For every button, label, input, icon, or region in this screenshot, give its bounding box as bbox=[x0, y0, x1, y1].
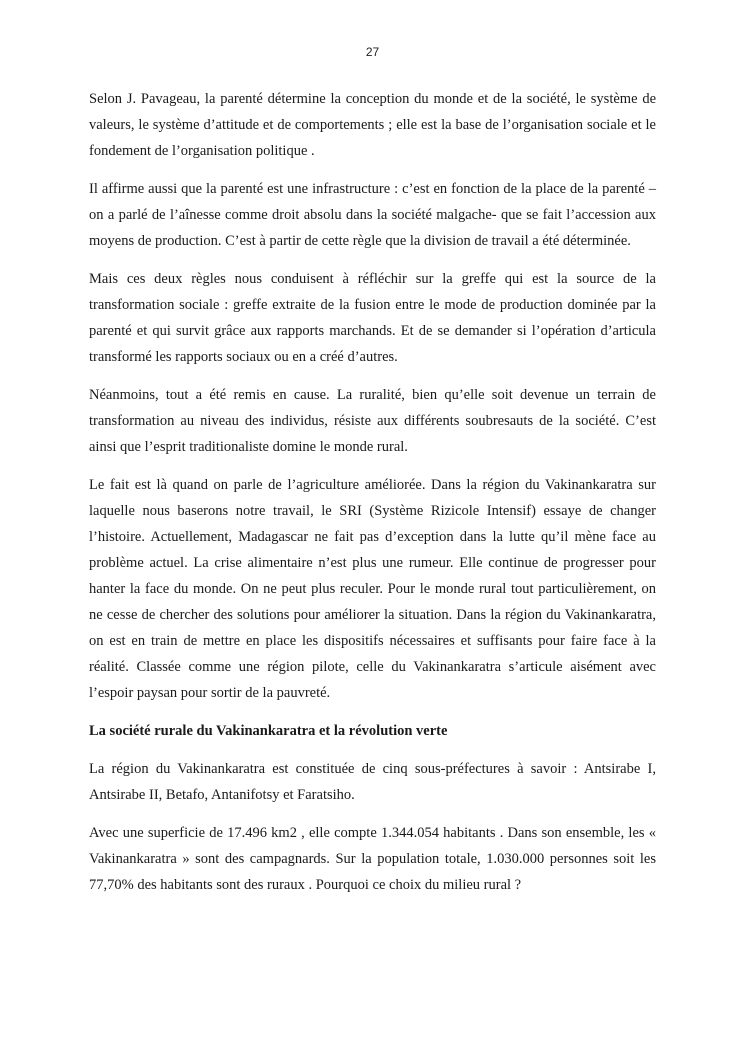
paragraph-kinship-infrastructure: Il affirme aussi que la parenté est une infrastructure : c’est en fonction de la place de la parenté – on a parlé de l’aînesse comme droit absolu dans la société malgache- que se fait l’accession aux moyens de production. C’est à partir de cette règle que la division de travail a été déterminée. bbox=[89, 181, 656, 249]
paragraph-region-subprefectures: La région du Vakinankaratra est constituée de cinq sous-préfectures à savoir : Antsirabe I, Antsirabe II, Betafo, Antanifotsy et Faratsiho. bbox=[89, 761, 656, 803]
page-body bbox=[89, 86, 656, 910]
page-number: 27 bbox=[365, 45, 380, 59]
section-heading: La société rurale du Vakinankaratra et la révolution verte bbox=[89, 723, 448, 739]
paragraph-social-transformation: Mais ces deux règles nous conduisent à réfléchir sur la greffe qui est la source de la transformation sociale : greffe extraite de la fusion entre le mode de production dominée par la parenté et qui survit grâce aux rapports marchands. Et de se demander si l’opération d’articula transformé les rapports sociaux ou en a créé d’autres. bbox=[89, 271, 656, 365]
paragraph-population: Avec une superficie de 17.496 km2 , elle compte 1.344.054 habitants . Dans son ensemble, les « Vakinankaratra » sont des campagnards. Sur la population totale, 1.030.000 personnes soit les 77,70% des habitants sont des ruraux . Pourquoi ce choix du milieu rural ? bbox=[89, 825, 656, 893]
paragraph-rurality: Néanmoins, tout a été remis en cause. La ruralité, bien qu’elle soit devenue un terrain de transformation au niveau des individus, résiste aux différents soubresauts de la société. C’est ainsi que l’esprit traditionaliste domine le monde rural. bbox=[89, 387, 656, 455]
paragraph-kinship-worldview: Selon J. Pavageau, la parenté détermine la conception du monde et de la société, le système de valeurs, le système d’attitude et de comportements ; elle est la base de l’organisation sociale et le fondement de l’organisation politique . bbox=[89, 91, 656, 159]
paragraph-improved-agriculture: Le fait est là quand on parle de l’agriculture améliorée. Dans la région du Vakinankaratra sur laquelle nous baserons notre travail, le SRI (Système Rizicole Intensif) essaye de changer l’histoire. Actuellement, Madagascar ne fait pas d’exception dans la lutte qu’il mène face au problème actuel. La crise alimentaire n’est plus une rumeur. Elle continue de progresser pour hanter la face du monde. On ne peut plus reculer. Pour le monde rural tout particulièrement, on ne cesse de chercher des solutions pour améliorer la situation. Dans la région du Vakinankaratra, on est en train de mettre en place les dispositifs nécessaires et suffisants pour faire face à la réalité. Classée comme une région pilote, celle du Vakinankaratra s’articule aisément avec l’espoir paysan pour sortir de la pauvreté. bbox=[89, 477, 656, 701]
